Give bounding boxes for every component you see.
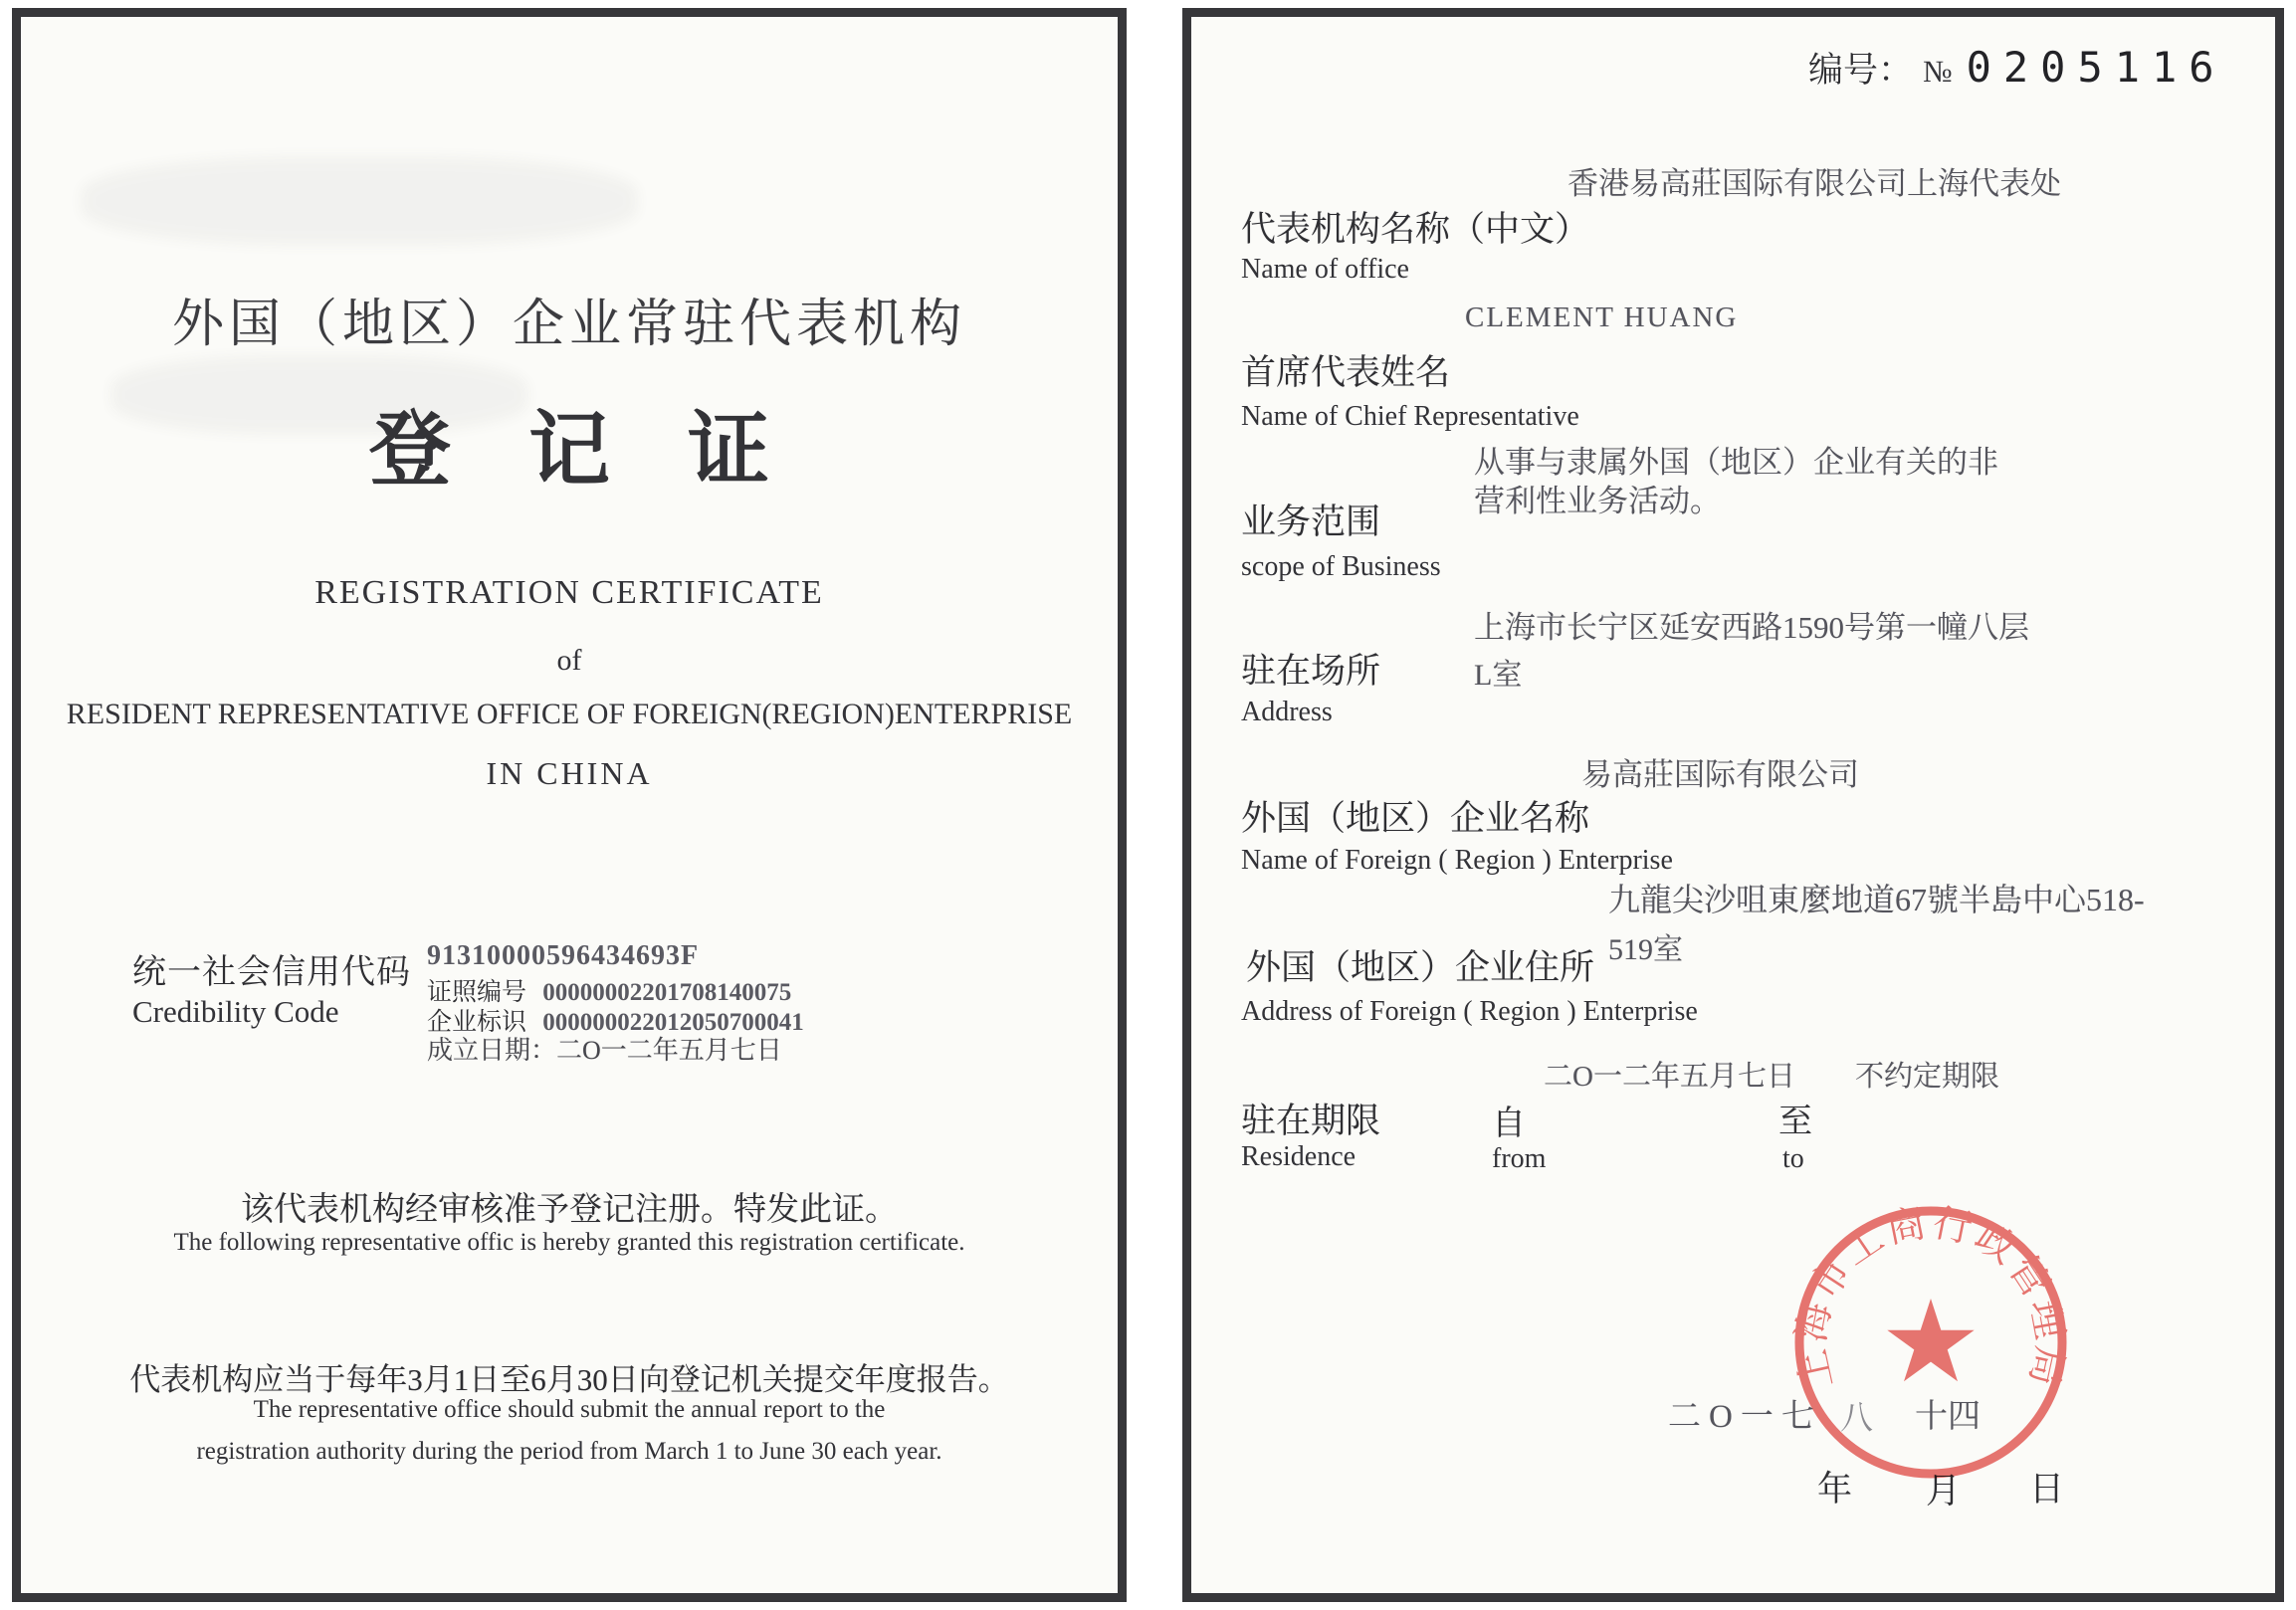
residence-from-label-en: from (1492, 1143, 1547, 1174)
stamp-star-icon (1887, 1299, 1974, 1381)
office-address-value-line2: L室 (1474, 659, 1523, 692)
residence-label-cn: 驻在期限 (1241, 1102, 1381, 1140)
residence-from-label-cn: 自 (1492, 1106, 1526, 1142)
official-red-stamp (1781, 1193, 2080, 1492)
credibility-code-label-en: Credibility Code (132, 994, 339, 1029)
certificate-right-page (1182, 8, 2284, 1602)
serial-number-value: 0205116 (1966, 43, 2226, 92)
certificate-left-page (12, 8, 1127, 1602)
enterprise-name-label-cn: 外国（地区）企业名称 (1241, 799, 1590, 838)
serial-number-no-sign: № (1923, 54, 1953, 89)
issue-date-month: 八 (1840, 1401, 1873, 1437)
annual-report-notice-cn: 代表机构应当于每年3月1日至6月30日向登记机关提交年度报告。 (129, 1362, 1009, 1397)
office-address-value-line1: 上海市长宁区延安西路1590号第一幢八层 (1474, 610, 2029, 645)
credibility-code-value: 91310000596434693F (427, 940, 700, 971)
credibility-code-label-cn: 统一社会信用代码 (132, 954, 411, 991)
license-number-label: 证照编号 (427, 979, 527, 1006)
grant-statement-cn: 该代表机构经审核准予登记注册。特发此证。 (241, 1192, 898, 1228)
issue-date-day-label: 日 (2029, 1470, 2065, 1509)
enterprise-address-value-line2: 519室 (1608, 933, 1683, 966)
scan-ghost-artifact (81, 156, 638, 246)
annual-report-notice-en2: registration authority during the period from March 1 to June 30 each year. (196, 1438, 942, 1465)
serial-number-row (1808, 43, 2226, 93)
grant-statement-en: The following representative offic is hereby granted this registration certificate. (173, 1229, 965, 1256)
business-scope-label-en: scope of Business (1241, 551, 1441, 582)
stamp-text: 上海市工商行政管理局 (1789, 1201, 2072, 1393)
enterprise-address-label-en: Address of Foreign ( Region ) Enterprise (1241, 996, 1698, 1027)
certificate-title-en-line3: IN CHINA (486, 755, 653, 791)
certificate-title-en: REGISTRATION CERTIFICATE (314, 574, 824, 611)
certificate-title-of: of (556, 644, 582, 677)
chief-representative-label-en: Name of Chief Representative (1241, 401, 1579, 432)
business-scope-label-cn: 业务范围 (1241, 503, 1381, 541)
annual-report-notice-en1: The representative office should submit the annual report to the (253, 1396, 886, 1423)
residence-to-label-cn: 至 (1778, 1104, 1812, 1140)
entity-number-label: 企业标识 (427, 1009, 527, 1036)
enterprise-name-label-en: Name of Foreign ( Region ) Enterprise (1241, 845, 1673, 876)
chief-representative-label-cn: 首席代表姓名 (1241, 353, 1451, 392)
office-name-value: 香港易高莊国际有限公司上海代表处 (1567, 166, 2061, 201)
business-scope-value-line1: 从事与隶属外国（地区）企业有关的非 (1474, 445, 1998, 480)
business-scope-value-line2: 营利性业务活动。 (1474, 484, 1721, 518)
certificate-title-en-line2: RESIDENT REPRESENTATIVE OFFICE OF FOREIGN(REGION)ENTERPRISE (66, 698, 1073, 730)
entity-number-value: 000000022012050700041 (542, 1009, 804, 1036)
residence-to-value: 不约定期限 (1855, 1061, 2000, 1093)
license-number-value: 00000002201708140075 (542, 979, 792, 1006)
office-name-label-cn: 代表机构名称（中文） (1241, 210, 1590, 249)
issue-date-month-label: 月 (1926, 1472, 1962, 1510)
certificate-title-cn: 外国（地区）企业常驻代表机构 (171, 297, 966, 353)
issue-date-year-label: 年 (1817, 1470, 1853, 1509)
enterprise-address-label-cn: 外国（地区）企业住所 (1246, 948, 1595, 987)
office-address-label-en: Address (1241, 697, 1333, 727)
serial-number-label: 编号： (1808, 51, 1914, 90)
residence-from-value: 二O一二年五月七日 (1544, 1061, 1795, 1093)
office-address-label-cn: 驻在场所 (1241, 652, 1381, 691)
enterprise-address-value-line1: 九龍尖沙咀東麼地道67號半島中心518- (1608, 882, 2145, 917)
chief-representative-value: CLEMENT HUANG (1465, 302, 1739, 333)
residence-label-en: Residence (1241, 1141, 1357, 1172)
certificate-seal-title: 登记证 (368, 405, 847, 496)
issue-date-day: 十四 (1915, 1399, 1981, 1435)
established-date: 成立日期：二O一二年五月七日 (427, 1036, 782, 1065)
enterprise-name-value: 易高莊国际有限公司 (1581, 757, 1859, 792)
office-name-label-en: Name of office (1241, 254, 1409, 285)
residence-to-label-en: to (1782, 1143, 1804, 1174)
issue-date-year: 二O一七 (1668, 1399, 1822, 1435)
